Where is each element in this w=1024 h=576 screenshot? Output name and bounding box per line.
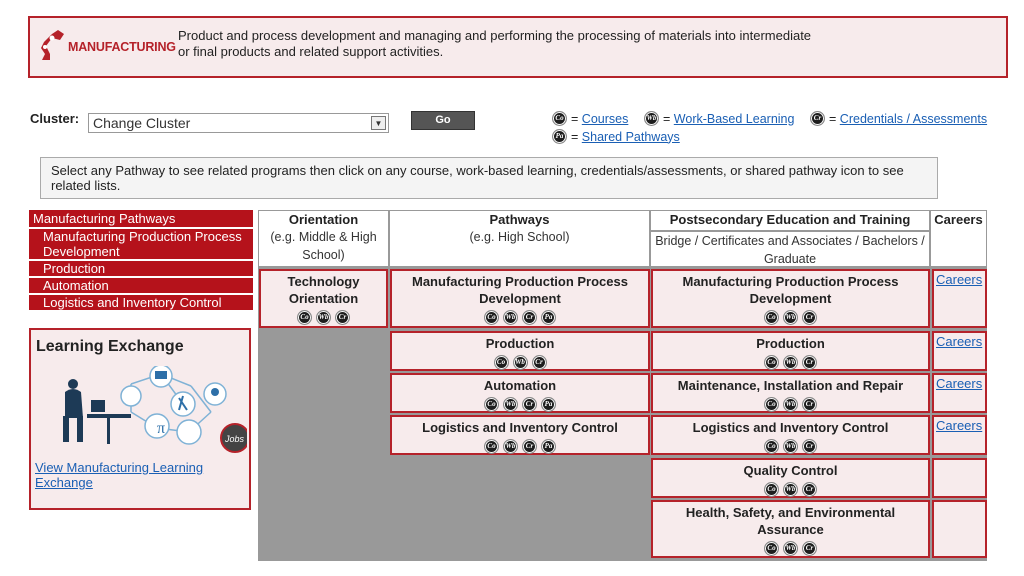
nav-item-automation[interactable]: Automation <box>29 278 253 293</box>
header-pathways-title: Pathways <box>489 212 550 227</box>
legend-wbl <box>644 111 794 126</box>
learning-exchange-title: Learning Exchange <box>36 338 184 355</box>
pathways-table <box>258 210 987 561</box>
robot-arm-icon <box>38 28 66 64</box>
cluster-select-value: Change Cluster <box>93 115 191 131</box>
courses-link[interactable]: Courses <box>581 111 629 126</box>
work-based-learning-icon[interactable]: Wb <box>513 355 528 370</box>
courses-icon[interactable]: Co <box>764 355 779 370</box>
careers-link[interactable]: Careers <box>936 376 983 391</box>
careers-cell-empty <box>932 500 987 558</box>
work-based-learning-link[interactable]: Work-Based Learning <box>673 111 795 126</box>
pathways-nav <box>29 210 253 310</box>
header-orientation <box>258 210 389 267</box>
postsecondary-cell[interactable] <box>651 331 930 371</box>
legend-equals: = <box>663 111 671 126</box>
go-button[interactable]: Go <box>411 111 475 130</box>
header-pathways-sub: (e.g. High School) <box>469 230 570 244</box>
work-based-learning-icon[interactable]: Wb <box>503 310 518 325</box>
logo-text: MANUFACTURING <box>68 40 176 54</box>
credentials-icon[interactable]: Cr <box>802 310 817 325</box>
header-careers <box>930 210 987 267</box>
legend-equals: = <box>571 129 579 144</box>
header-careers-title: Careers <box>934 212 983 227</box>
courses-icon[interactable]: Co <box>484 310 499 325</box>
courses-icon: Co <box>552 111 567 126</box>
postsecondary-title[interactable]: Logistics and Inventory Control <box>692 420 889 435</box>
pathway-cell[interactable] <box>390 331 650 371</box>
pathway-cell[interactable] <box>390 415 650 455</box>
cluster-description: Product and process development and managing and performing the processing of materials into intermediate or final products and related support activities. <box>178 28 812 59</box>
nav-item-production-process[interactable]: Manufacturing Production Process Development <box>29 229 253 259</box>
orientation-cell[interactable] <box>259 269 388 328</box>
work-based-learning-icon[interactable]: Wb <box>783 541 798 556</box>
postsecondary-title[interactable]: Manufacturing Production Process Development <box>682 274 899 306</box>
postsecondary-title[interactable]: Production <box>756 336 825 351</box>
header-postsecondary-sub <box>650 231 930 267</box>
credentials-icon[interactable]: Cr <box>802 541 817 556</box>
postsecondary-cell[interactable] <box>651 500 930 558</box>
credentials-link[interactable]: Credentials / Assessments <box>839 111 988 126</box>
work-based-learning-icon[interactable]: Wb <box>503 397 518 412</box>
legend-courses <box>552 111 628 126</box>
credentials-icon[interactable]: Cr <box>802 397 817 412</box>
postsecondary-title[interactable]: Quality Control <box>743 463 838 478</box>
pathway-cell[interactable] <box>390 373 650 413</box>
work-based-learning-icon[interactable]: Wb <box>783 310 798 325</box>
courses-icon[interactable]: Co <box>764 310 779 325</box>
orientation-title[interactable]: Technology Orientation <box>287 274 360 306</box>
legend-equals: = <box>829 111 837 126</box>
courses-icon[interactable]: Co <box>297 310 312 325</box>
header-postsecondary <box>650 210 930 231</box>
careers-cell <box>932 373 987 413</box>
cluster-label: Cluster: <box>30 111 80 126</box>
header-orientation-title: Orientation <box>288 212 359 227</box>
header-orientation-sub: (e.g. Middle & High School) <box>270 230 377 262</box>
nav-item-logistics[interactable]: Logistics and Inventory Control <box>29 295 253 310</box>
pathway-title[interactable]: Logistics and Inventory Control <box>422 420 618 435</box>
postsecondary-title[interactable]: Health, Safety, and Environmental Assurance <box>685 505 896 537</box>
jobs-badge-text: Jobs <box>225 434 245 444</box>
manufacturing-logo <box>38 26 176 66</box>
credentials-icon[interactable]: Cr <box>532 355 547 370</box>
careers-cell <box>932 269 987 328</box>
postsecondary-cell[interactable] <box>651 373 930 413</box>
postsecondary-cell[interactable] <box>651 269 930 328</box>
courses-icon[interactable]: Co <box>764 397 779 412</box>
work-based-learning-icon[interactable]: Wb <box>783 397 798 412</box>
courses-icon[interactable]: Co <box>484 397 499 412</box>
careers-link[interactable]: Careers <box>936 334 983 349</box>
learning-exchange-link[interactable]: View Manufacturing Learning Exchange <box>35 460 204 490</box>
cluster-header <box>28 16 1008 78</box>
courses-icon[interactable]: Co <box>494 355 509 370</box>
courses-icon[interactable]: Co <box>764 482 779 497</box>
legend-shared <box>552 129 680 144</box>
header-pathways <box>389 210 650 267</box>
work-based-learning-icon[interactable]: Wb <box>503 439 518 454</box>
courses-icon[interactable]: Co <box>484 439 499 454</box>
postsecondary-cell[interactable] <box>651 458 930 498</box>
legend-credentials <box>810 111 987 126</box>
work-based-learning-icon[interactable]: Wb <box>316 310 331 325</box>
work-based-learning-icon[interactable]: Wb <box>783 482 798 497</box>
svg-text:π: π <box>157 420 166 437</box>
nav-heading[interactable]: Manufacturing Pathways <box>29 210 253 227</box>
instructions-box: Select any Pathway to see related programs then click on any course, work-based learning, credentials/assessments, or shared pathway icon to see related lists. <box>40 157 938 199</box>
shared-pathways-icon[interactable]: Pa <box>541 310 556 325</box>
header-postsecondary-title: Postsecondary Education and Training <box>669 212 911 227</box>
nav-item-production[interactable]: Production <box>29 261 253 276</box>
shared-pathways-icon[interactable]: Pa <box>541 439 556 454</box>
courses-icon[interactable]: Co <box>764 541 779 556</box>
work-based-learning-icon[interactable]: Wb <box>783 355 798 370</box>
courses-icon[interactable]: Co <box>764 439 779 454</box>
credentials-icon[interactable]: Cr <box>802 482 817 497</box>
credentials-icon: Cr <box>810 111 825 126</box>
shared-pathways-icon[interactable]: Pa <box>541 397 556 412</box>
pathway-title[interactable]: Manufacturing Production Process Development <box>412 274 628 306</box>
learning-exchange-panel <box>29 328 251 510</box>
dropdown-arrow-icon[interactable]: ▼ <box>371 116 386 130</box>
credentials-icon[interactable]: Cr <box>802 439 817 454</box>
work-based-learning-icon: Wb <box>644 111 659 126</box>
pathway-cell[interactable] <box>390 269 650 328</box>
header-postsecondary-subtext: Bridge / Certificates and Associates / Bachelors / Graduate <box>655 234 925 266</box>
careers-cell <box>932 331 987 371</box>
cluster-select[interactable] <box>88 113 389 133</box>
work-based-learning-icon[interactable]: Wb <box>783 439 798 454</box>
postsecondary-title[interactable]: Maintenance, Installation and Repair <box>677 378 904 393</box>
credentials-icon[interactable]: Cr <box>335 310 350 325</box>
credentials-icon[interactable]: Cr <box>522 397 537 412</box>
learning-exchange-illustration <box>51 366 247 454</box>
pathway-title[interactable]: Production <box>485 336 555 351</box>
shared-pathways-icon: Pa <box>552 129 567 144</box>
careers-cell-empty <box>932 458 987 498</box>
credentials-icon[interactable]: Cr <box>522 310 537 325</box>
postsecondary-cell[interactable] <box>651 415 930 455</box>
shared-pathways-link[interactable]: Shared Pathways <box>581 129 680 144</box>
pathway-title[interactable]: Automation <box>483 378 557 393</box>
careers-cell <box>932 415 987 455</box>
careers-link[interactable]: Careers <box>936 418 983 433</box>
careers-link[interactable]: Careers <box>936 272 983 287</box>
credentials-icon[interactable]: Cr <box>802 355 817 370</box>
legend-equals: = <box>571 111 579 126</box>
credentials-icon[interactable]: Cr <box>522 439 537 454</box>
